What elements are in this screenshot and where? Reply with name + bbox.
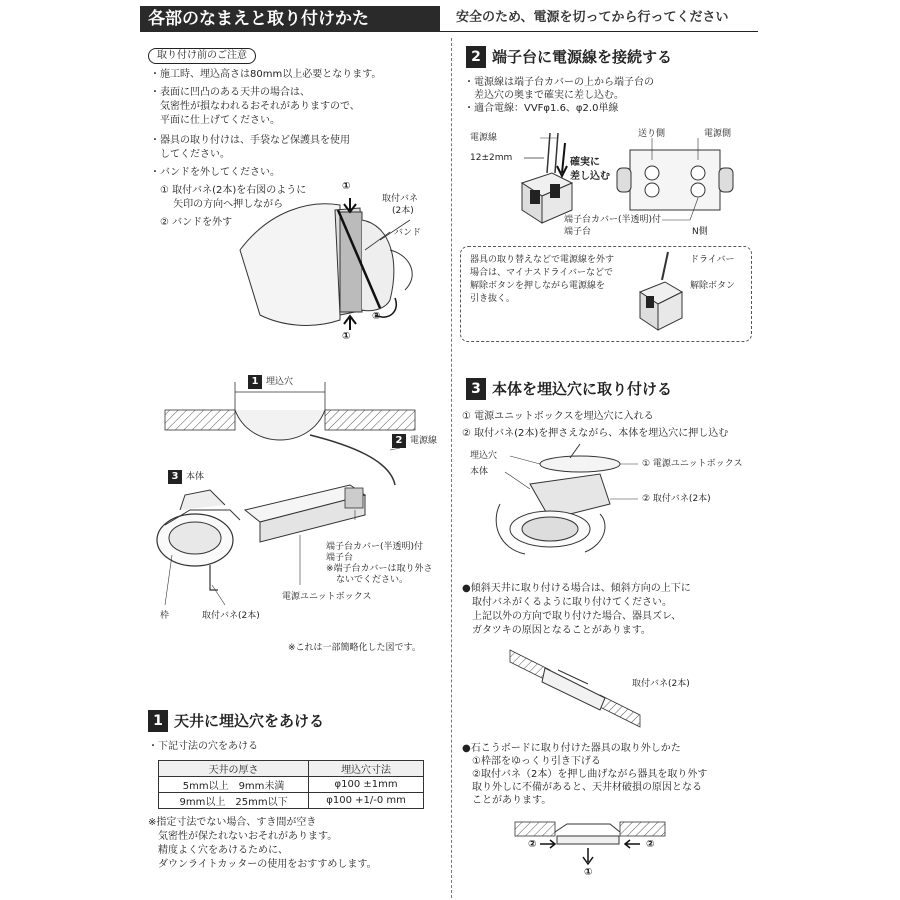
section2-item: ・電源線は端子台カバーの上から端子台の xyxy=(464,77,654,88)
n-side-label: N側 xyxy=(692,227,708,237)
hole-tag: 1 xyxy=(248,375,262,389)
cover-label: 端子台カバー(半透明)付 xyxy=(564,215,662,225)
section3-step: ② 取付バネ(2本)を押さえながら、本体を埋込穴に押し込む xyxy=(462,428,729,439)
spring-label-3: ② 取付バネ(2本) xyxy=(642,494,711,504)
terminal-label: 端子台 xyxy=(326,553,354,563)
section1-note: 精度よく穴をあけるために、 xyxy=(148,845,288,856)
unit-label-3: ① 電源ユニットボックス xyxy=(642,459,743,469)
slope-note: 取付バネがくるように取り付けてください。 xyxy=(462,597,672,608)
precaution-item: 気密性が損なわれるおそれがありますので、 xyxy=(150,101,360,112)
body-label-3: 本体 xyxy=(470,467,489,477)
release-button-label: 解除ボタン xyxy=(690,281,736,291)
fig-band-label: バンド xyxy=(394,228,422,238)
replace-text: 場合は、マイナスドライバーなどで xyxy=(470,268,614,278)
removal-note: ●石こうボードに取り付けた器具の取り外しかた xyxy=(462,743,681,754)
removal-bottom-label: ① xyxy=(584,867,593,878)
precaution-item: ・バンドを外してください。 xyxy=(150,167,280,178)
slope-note: 上記以外の方向で取り付けた場合、器具ズレ、 xyxy=(462,611,682,622)
hole-label: 埋込穴 xyxy=(266,377,294,387)
terminal-label: 端子台 xyxy=(564,227,592,237)
strip-length-label: 12±2mm xyxy=(470,153,513,163)
cover-note: ないでください。 xyxy=(336,575,409,585)
table-cell: φ100 +1/-0 mm xyxy=(309,793,424,809)
removal-note: ことがあります。 xyxy=(462,795,552,806)
precaution-item: ・施工時、埋込高さは80mm以上必要となります。 xyxy=(150,69,382,80)
column-divider xyxy=(451,38,452,898)
table-cell: 5mm以上 9mm未満 xyxy=(159,777,309,793)
hole-size-table xyxy=(158,760,424,809)
terminal-wiring-illustration xyxy=(462,128,762,248)
simplified-note: ※これは一部簡略化した図です。 xyxy=(288,643,421,653)
precaution-item: してください。 xyxy=(150,149,230,160)
precaution-item: ・器具の取り付けは、手袋など保護具を使用 xyxy=(150,135,350,146)
removal-note: ②取付バネ（2本）を押し曲げながら器具を取り外す xyxy=(462,769,708,780)
slope-spring-label: 取付バネ(2本) xyxy=(632,679,690,689)
table-header: 埋込穴寸法 xyxy=(309,761,424,777)
slope-ceiling-illustration xyxy=(510,640,640,720)
precaution-item: ・表面に凹凸のある天井の場合は、 xyxy=(150,87,310,98)
send-side-label: 送り側 xyxy=(638,129,666,139)
slope-note: ガタツキの原因となることがあります。 xyxy=(462,625,651,636)
terminal-cover-label: 端子台カバー(半透明)付 xyxy=(326,542,424,552)
section1-title: 天井に埋込穴をあける xyxy=(174,712,325,730)
insert-label: 確実に xyxy=(570,157,600,168)
section2-number: 2 xyxy=(466,46,486,68)
slope-note: ●傾斜天井に取り付ける場合は、傾斜方向の上下に xyxy=(462,583,691,594)
fig-num1-bottom: ① xyxy=(342,331,351,342)
precautions-label: 取り付け前のご注意 xyxy=(148,48,256,64)
section1-note: ダウンライトカッターの使用をおすすめします。 xyxy=(148,859,377,870)
section3-title: 本体を埋込穴に取り付ける xyxy=(492,380,673,398)
cover-note: ※端子台カバーは取り外さ xyxy=(326,564,433,574)
removal-note: ①枠部をゆっくり引き下げる xyxy=(462,756,601,767)
frame-label: 枠 xyxy=(160,611,170,621)
fig-spring-count: (2本) xyxy=(392,206,414,216)
page-title: 各部のなまえと取り付けかた xyxy=(140,6,440,32)
removal-left-label: ② xyxy=(528,839,537,850)
table-cell: φ100 ±1mm xyxy=(309,777,424,793)
precaution-item: 平面に仕上げてください。 xyxy=(150,115,280,126)
section1-intro: ・下記寸法の穴をあける xyxy=(148,741,258,752)
section2-item: ・適合電線：VVFφ1.6、φ2.0単線 xyxy=(464,103,619,114)
precaution-step: 矢印の方向へ押しながら xyxy=(160,199,284,210)
body-tag: 3 xyxy=(168,470,182,484)
section2-title: 端子台に電源線を接続する xyxy=(492,48,673,66)
driver-release-illustration xyxy=(630,252,690,337)
section1-number: 1 xyxy=(148,710,168,732)
replace-text: 解除ボタンを押しながら電源線を xyxy=(470,281,606,291)
replace-text: 器具の取り替えなどで電源線を外す xyxy=(470,255,615,265)
section1-heading xyxy=(140,708,440,734)
section2-item: 差込穴の奥まで確実に差し込む。 xyxy=(464,90,624,101)
fig-spring-label: 取付バネ xyxy=(382,194,419,204)
body-label: 本体 xyxy=(186,472,205,482)
precaution-step: ① 取付バネ(2本)を右図のように xyxy=(160,185,307,196)
insert-label: 差し込む xyxy=(570,171,610,182)
table-header: 天井の厚さ xyxy=(159,761,309,777)
precaution-step: ② バンドを外す xyxy=(160,217,233,228)
driver-label: ドライバー xyxy=(690,255,735,265)
removal-note: 取り外しに不備があると、天井材破損の原因となる xyxy=(462,782,702,793)
unit-box-label: 電源ユニットボックス xyxy=(282,592,372,602)
wire-label: 電源線 xyxy=(470,133,498,143)
section3-number: 3 xyxy=(466,378,486,400)
band-removal-illustration xyxy=(240,180,450,350)
replace-text: 引き抜く。 xyxy=(470,294,515,304)
power-side-label: 電源側 xyxy=(704,129,732,139)
section3-step: ① 電源ユニットボックスを埋込穴に入れる xyxy=(462,411,654,422)
safety-notice: 安全のため、電源を切ってから行ってください xyxy=(456,10,729,25)
section3-heading xyxy=(458,376,758,402)
section1-note: 気密性が保たれないおそれがあります。 xyxy=(148,831,338,842)
power-tag: 2 xyxy=(392,434,406,448)
hole-label-3: 埋込穴 xyxy=(470,451,498,461)
spring-label: 取付バネ(2本) xyxy=(202,611,260,621)
section2-heading xyxy=(458,44,758,70)
table-cell: 9mm以上 25mm以下 xyxy=(159,793,309,809)
power-label: 電源線 xyxy=(410,436,438,446)
fig-num1-top: ① xyxy=(342,181,351,192)
section1-note: ※指定寸法でない場合、すき間が空き xyxy=(148,817,317,828)
removal-right-label: ② xyxy=(646,839,655,850)
fig-num2: ② xyxy=(372,311,381,322)
